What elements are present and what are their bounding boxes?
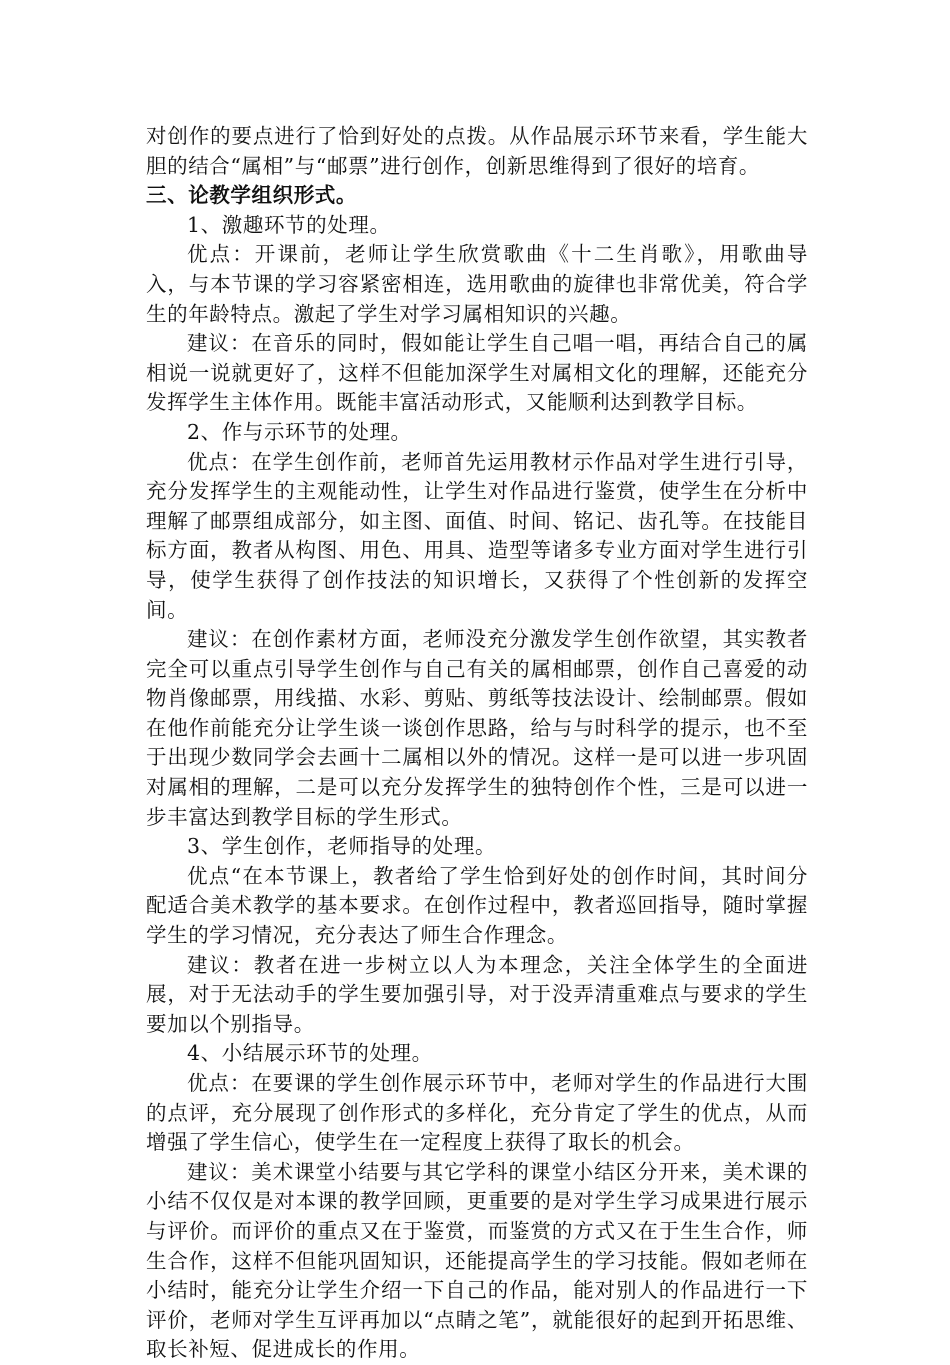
paragraph: 建议：在创作素材方面，老师没充分激发学生创作欲望，其实教者完全可以重点引导学生创作与自己有关的属相邮票，创作自己喜爱的动物肖像邮票，用线描、水彩、剪贴、剪纸等技法设计、绘制邮票。假如在他作前能充分让学生谈一谈创作思路，给与与时科学的提示，也不至于出现少数同学会去画十二属相以外的情况。这样一是可以进一步巩固对属相的理解，二是可以充分发挥学生的独特创作个性，三是可以进一步丰富达到教学目标的学生形式。 [146,627,808,829]
paragraph: 建议：美术课堂小结要与其它学科的课堂小结区分开来，美术课的小结不仅仅是对本课的教学回顾，更重要的是对学生学习成果进行展示与评价。而评价的重点又在于鉴赏，而鉴赏的方式又在于生生合作，师生合作，这样不但能巩固知识，还能提高学生的学习技能。假如老师在小结时，能充分让学生介绍一下自己的作品，能对别人的作品进行一下评价，老师对学生互评再加以“点睛之笔”，就能很好的起到开拓思维、取长补短、促进成长的作用。 [146,1159,808,1362]
subsection-title: 4、小结展示环节的处理。 [187,1041,433,1066]
subsection-title: 2、作与示环节的处理。 [187,419,412,444]
paragraph: 优点：开课前，老师让学生欣赏歌曲《十二生肖歌》，用歌曲导入，与本节课的学习容紧密相连，选用歌曲的旋律也非常优美，符合学生的年龄特点。激起了学生对学习属相知识的兴趣。 [146,242,808,326]
section-heading: 三、论教学组织形式。 [146,183,357,208]
paragraph: 建议：教者在进一步树立以人为本理念，关注全体学生的全面进展，对于无法动手的学生要加强引导，对于没弄清重难点与要求的学生要加以个别指导。 [146,952,808,1036]
paragraph: 建议：在音乐的同时，假如能让学生自己唱一唱，再结合自己的属相说一说就更好了，这样不但能加深学生对属相文化的理解，还能充分发挥学生主体作用。既能丰富活动形式，又能顺利达到教学目标。 [146,331,808,415]
paragraph: 优点“在本节课上，教者给了学生恰到好处的创作时间，其时间分配适合美术教学的基本要求。在创作过程中，教者巡回指导，随时掌握学生的学习情况，充分表达了师生合作理念。 [146,863,808,948]
paragraph-continuation: 对创作的要点进行了恰到好处的点拨。从作品展示环节来看，学生能大胆的结合“属相”与“邮票”进行创作，创新思维得到了很好的培育。 [146,124,808,178]
document-body [146,122,808,1365]
paragraph: 优点：在学生创作前，老师首先运用教材示作品对学生进行引导，充分发挥学生的主观能动性，让学生对作品进行鉴赏，使学生在分析中理解了邮票组成部分，如主图、面值、时间、铭记、齿孔等。在技能目标方面，教者从构图、用色、用具、造型等诸多专业方面对学生进行引导，使学生获得了创作技法的知识增长，又获得了个性创新的发挥空间。 [146,449,808,622]
subsection-title: 1、激趣环节的处理。 [187,212,391,237]
subsection-title: 3、学生创作，老师指导的处理。 [187,834,497,859]
paragraph: 优点：在要课的学生创作展示环节中，老师对学生的作品进行大围的点评，充分展现了创作形式的多样化，充分肯定了学生的优点，从而增强了学生信心，使学生在一定程度上获得了取长的机会。 [146,1071,808,1155]
